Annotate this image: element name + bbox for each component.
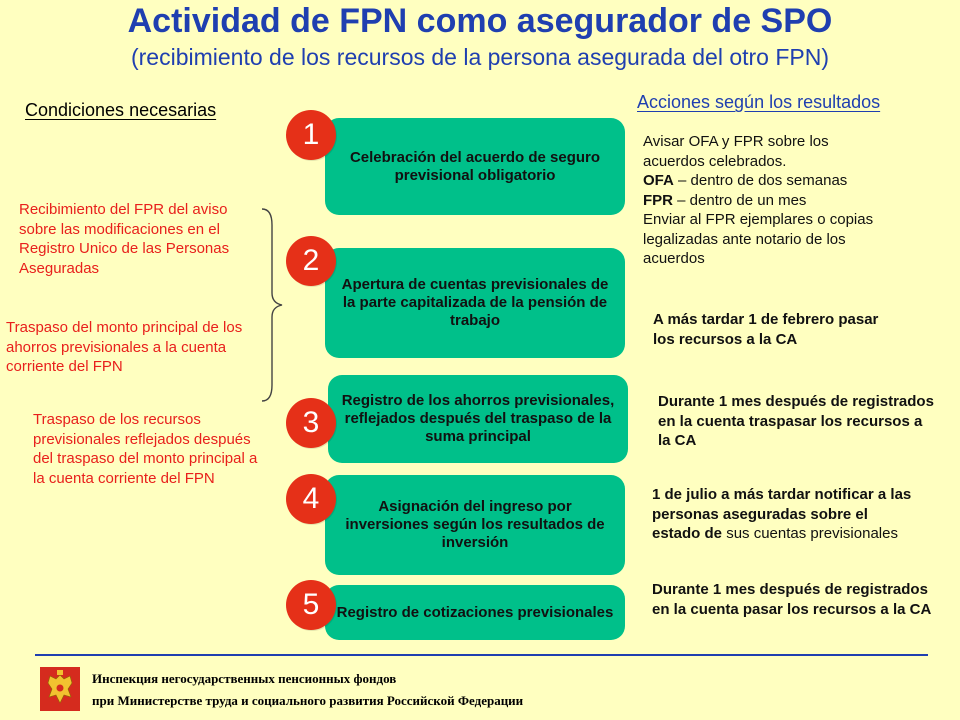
step-text-1: Celebración del acuerdo de seguro previsional obligatorio: [349, 148, 601, 184]
footer-divider: [35, 654, 928, 656]
step-text-3: Registro de los ahorros previsionales, reflejados después del traspaso de la suma principal: [341, 392, 615, 445]
action-1-ofa-label: OFA: [643, 172, 674, 189]
action-4: [652, 485, 917, 544]
footer-line-1: Инспекция негосударственных пенсионных фондов: [92, 671, 397, 686]
step-box-3: [328, 375, 628, 463]
step-box-2: [325, 248, 625, 358]
step-text-5: Registro de cotizaciones previsionales: [336, 603, 614, 621]
page-subtitle: (recibimiento de los recursos de la persona asegurada del otro FPN): [130, 44, 830, 70]
page-title: Actividad de FPN como asegurador de SPO: [127, 2, 833, 40]
condition-3: Traspaso de los recursos previsionales reflejados después del traspaso del monto principal a la cuenta corriente del FPN: [33, 411, 258, 487]
action-1-fpr-text: – dentro de un mes: [673, 191, 807, 209]
action-1-send: Enviar al FPR ejemplares o copias legalizadas ante notario de los acuerdos: [643, 211, 874, 267]
step-number-1: 1: [286, 110, 336, 160]
action-5: Durante 1 mes después de registrados en la cuenta pasar los recursos a la CA: [652, 581, 932, 618]
action-3: Durante 1 mes después de registrados en la cuenta traspasar los recursos a la CA: [658, 393, 934, 449]
step-number-5: 5: [286, 580, 336, 630]
step-number-3: 3: [286, 398, 336, 448]
condition-1: Recibimiento del FPR del aviso sobre las modificaciones en el Registro Unico de las Personas Aseguradas: [19, 201, 230, 277]
step-box-1: [325, 118, 625, 215]
action-1: [643, 132, 893, 269]
footer-line-2: при Министерстве труда и социального развития Российской Федерации: [92, 693, 524, 709]
action-2: A más tardar 1 de febrero pasar los recursos a la CA: [653, 311, 879, 348]
condition-2: Traspaso del monto principal de los ahorros previsionales a la cuenta corriente del FPN: [6, 319, 243, 375]
action-4-normal: sus cuentas previsionales: [722, 525, 898, 542]
coat-of-arms-icon: [40, 667, 80, 711]
step-text-2: Apertura de cuentas previsionales de la parte capitalizada de la pensión de trabajo: [341, 276, 609, 329]
step-number-4: 4: [286, 474, 336, 524]
step-box-4: [325, 475, 625, 575]
conditions-header: Condiciones necesarias: [25, 100, 217, 120]
actions-header: Acciones según los resultados: [637, 92, 881, 112]
action-1-ofa-text: – dentro de dos semanas: [673, 172, 848, 189]
step-number-2: 2: [286, 236, 336, 286]
action-4-bold: 1 de julio a más tardar notificar a las personas aseguradas sobre el estado de: [652, 486, 912, 542]
step-box-5: [325, 585, 625, 640]
footer-text: [92, 668, 523, 712]
action-1-fpr-label: FPR: [643, 191, 673, 209]
action-1-intro: Avisar OFA y FPR sobre los acuerdos celebrados.: [643, 133, 829, 170]
step-text-4: Asignación del ingreso por inversiones según los resultados de inversión: [345, 498, 605, 551]
